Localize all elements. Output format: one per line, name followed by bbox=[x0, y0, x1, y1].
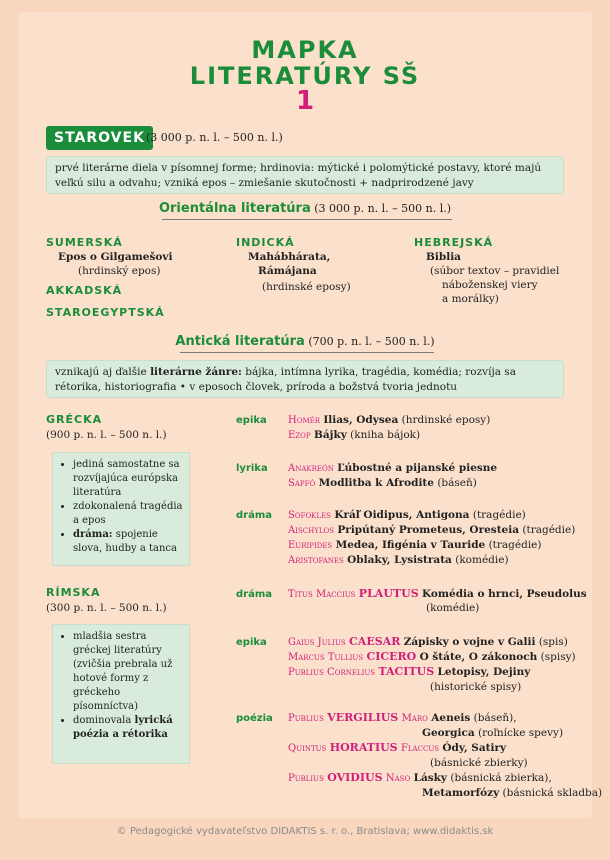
author-name: Aischylos bbox=[288, 525, 335, 536]
grecka-epika-label: epika bbox=[236, 415, 267, 426]
grecka-drama-entry bbox=[288, 553, 509, 568]
author-postname: Naso bbox=[385, 773, 411, 784]
sumerska-work: Epos o Gilgamešovi bbox=[58, 251, 173, 263]
anticka-heading-title: Antická literatúra bbox=[175, 334, 305, 349]
work-title: Zápisky o vojne v Galii bbox=[403, 636, 536, 648]
author-prename: Marcus Tullius bbox=[288, 652, 364, 663]
grecka-bullet-2: • zdokonalená tragédia a epos bbox=[73, 500, 183, 528]
work-note: (kniha bájok) bbox=[350, 429, 421, 441]
rimska-range: (300 p. n. l. – 500 n. l.) bbox=[46, 602, 167, 614]
work-title: Bájky bbox=[313, 429, 347, 441]
grecka-epika-entry bbox=[288, 413, 490, 428]
grecka-bullet-3 bbox=[73, 528, 183, 556]
work-title: Georgica bbox=[422, 727, 475, 739]
section-range-starovek: (3 000 p. n. l. – 500 n. l.) bbox=[146, 131, 283, 144]
author-name: CAESAR bbox=[349, 635, 401, 648]
author-postname: Maro bbox=[401, 713, 428, 724]
rimska-poezia-note: (básnické zbierky) bbox=[430, 757, 528, 769]
hebrejska-heading: HEBREJSKÁ bbox=[414, 236, 494, 249]
work-title: Metamorfózy bbox=[422, 787, 500, 799]
author-name: PLAUTUS bbox=[358, 587, 419, 600]
work-title: Ódy, Satiry bbox=[442, 742, 507, 754]
grecka-epika-entry bbox=[288, 428, 420, 443]
grecka-drama-entry bbox=[288, 508, 526, 523]
author-name: Ezop bbox=[288, 430, 311, 441]
anticka-desc-genres: literárne žánre: bbox=[150, 366, 242, 378]
work-title: Modlitba k Afrodite bbox=[318, 477, 434, 489]
author-name: OVIDIUS bbox=[327, 771, 383, 784]
grecka-bullet-1: • jediná samostatne sa rozvíjajúca európska literatúra bbox=[73, 458, 183, 500]
work-title: Letopisy, Dejiny bbox=[437, 666, 531, 678]
rimska-epika-entry bbox=[288, 665, 530, 680]
rimska-heading: RÍMSKA bbox=[46, 586, 101, 599]
work-note: (komédie) bbox=[455, 554, 509, 566]
hebrejska-work: Biblia bbox=[426, 251, 461, 263]
indicka-heading: INDICKÁ bbox=[236, 236, 295, 249]
rimska-poezia-entry bbox=[288, 771, 552, 786]
author-name: Anakreón bbox=[288, 463, 334, 474]
rimska-poezia-entry-cont bbox=[422, 786, 602, 800]
orient-heading bbox=[0, 201, 610, 216]
work-note: (spisy) bbox=[540, 651, 576, 663]
indicka-work1: Mahábhárata, bbox=[248, 251, 331, 263]
title-line1: MAPKA bbox=[251, 36, 359, 64]
rimska-poezia-entry-cont bbox=[422, 726, 563, 740]
grecka-lyrika-entry bbox=[288, 476, 477, 491]
work-note: (básnická skladba) bbox=[502, 787, 603, 799]
staroegyptska-heading: STAROEGYPTSKÁ bbox=[46, 306, 165, 319]
work-title: Ľúbostné a pijanské piesne bbox=[337, 462, 498, 474]
title-number: 1 bbox=[295, 86, 315, 116]
rimska-bullet-1: • mladšia sestra gréckej literatúry (zvičšia prebrala už hotové formy z gréckeho písomníctva) bbox=[73, 630, 183, 714]
indicka-work2: Rámájana bbox=[258, 265, 317, 277]
grecka-drama-entry bbox=[288, 523, 575, 538]
work-note: (roľnícke spevy) bbox=[478, 727, 564, 739]
author-prename: Gaius Julius bbox=[288, 637, 346, 648]
work-note: (tragédie) bbox=[488, 539, 542, 551]
rimska-bullet-2-b: lyrická poézia a rétorika bbox=[73, 715, 173, 740]
author-name: Sapfó bbox=[288, 478, 316, 489]
author-name: HORATIUS bbox=[329, 741, 398, 754]
orient-heading-title: Orientálna literatúra bbox=[158, 201, 311, 216]
work-title: Aeneis bbox=[431, 712, 471, 724]
work-title: Ilias, Odysea bbox=[323, 414, 399, 426]
grecka-drama-label: dráma bbox=[236, 510, 273, 521]
rimska-epika-label: epika bbox=[236, 637, 267, 648]
grecka-lyrika-entry bbox=[288, 461, 497, 476]
orient-underline bbox=[162, 219, 452, 220]
author-name: Euripides bbox=[288, 540, 333, 551]
work-title: Kráľ Oidipus, Antigona bbox=[334, 509, 470, 521]
work-note: (básnická zbierka), bbox=[450, 772, 552, 784]
orient-heading-range: (3 000 p. n. l. – 500 n. l.) bbox=[314, 202, 452, 215]
author-name: VERGILIUS bbox=[327, 711, 399, 724]
rimska-drama-label: dráma bbox=[236, 589, 273, 600]
author-name: CICERO bbox=[366, 650, 417, 663]
grecka-bullet-3-bold: dráma: bbox=[73, 529, 113, 540]
work-title: Oblaky, Lysistrata bbox=[347, 554, 452, 566]
rimska-epika-entry bbox=[288, 650, 576, 665]
indicka-note: (hrdinské eposy) bbox=[262, 281, 351, 293]
starovek-description: prvé literárne diela v písomnej forme; hrdinovia: mýtické i polomýtické postavy, ktoré majú veľkú silu a odvahu; vzniká epos – zmiešanie skutočnosti + nadprirodzené javy bbox=[46, 156, 564, 194]
author-prename: Publius Cornelius bbox=[288, 667, 376, 678]
anticka-heading bbox=[0, 334, 610, 349]
sumerska-heading: SUMERSKÁ bbox=[46, 236, 123, 249]
author-prename: Publius bbox=[288, 773, 324, 784]
footer-copyright: © Pedagogické vydavateľstvo DIDAKTIS s. r. o., Bratislava; www.didaktis.sk bbox=[116, 826, 494, 837]
akkadska-heading: AKKADSKÁ bbox=[46, 284, 123, 297]
author-name: Aristofanes bbox=[288, 555, 344, 566]
work-title: Pripútaný Prometeus, Oresteia bbox=[337, 524, 520, 536]
title-line2: LITERATÚRY SŠ bbox=[189, 62, 421, 90]
work-title: Lásky bbox=[413, 772, 448, 784]
anticka-description bbox=[46, 360, 564, 398]
rimska-poezia-entry bbox=[288, 741, 506, 756]
author-postname: Flaccus bbox=[400, 743, 440, 754]
rimska-epika-entry bbox=[288, 635, 568, 650]
grecka-drama-entry bbox=[288, 538, 541, 553]
rimska-drama-entry bbox=[288, 587, 587, 602]
section-badge-starovek: STAROVEK bbox=[46, 126, 153, 150]
rimska-drama-note: (komédie) bbox=[426, 602, 480, 614]
author-name: Sofokles bbox=[288, 510, 331, 521]
grecka-range: (900 p. n. l. – 500 n. l.) bbox=[46, 429, 167, 441]
author-name: Homér bbox=[288, 415, 321, 426]
sumerska-note: (hrdinský epos) bbox=[78, 265, 161, 277]
hebrejska-note3: a morálky) bbox=[442, 293, 499, 305]
work-note: (báseň), bbox=[473, 712, 517, 724]
anticka-desc-a: vznikajú aj ďalšie bbox=[55, 366, 147, 378]
work-title: Medea, Ifigénia v Tauride bbox=[335, 539, 486, 551]
rimska-bullet-2-a: dominovala bbox=[73, 715, 132, 726]
grecka-lyrika-label: lyrika bbox=[236, 463, 268, 474]
work-note: (tragédie) bbox=[472, 509, 526, 521]
work-note: (hrdinské eposy) bbox=[401, 414, 491, 426]
work-title: Komédia o hrnci, Pseudolus bbox=[422, 588, 587, 600]
hebrejska-note2: náboženskej viery bbox=[442, 279, 538, 291]
hebrejska-note1: (súbor textov – pravidiel bbox=[430, 265, 560, 277]
anticka-underline bbox=[180, 352, 434, 353]
rimska-bullets bbox=[52, 624, 190, 764]
author-prename: Publius bbox=[288, 713, 324, 724]
grecka-heading: GRÉCKA bbox=[46, 413, 103, 426]
work-note: (tragédie) bbox=[522, 524, 576, 536]
work-note: (báseň) bbox=[437, 477, 477, 489]
rimska-bullet-2 bbox=[73, 714, 183, 742]
rimska-poezia-entry bbox=[288, 711, 517, 726]
author-name: TACITUS bbox=[378, 665, 435, 678]
rimska-epika-note: (historické spisy) bbox=[430, 681, 522, 693]
author-prename: Quintus bbox=[288, 743, 327, 754]
author-prename: Titus Maccius bbox=[288, 589, 356, 600]
work-note: (spis) bbox=[538, 636, 568, 648]
rimska-poezia-label: poézia bbox=[236, 713, 273, 724]
grecka-bullets bbox=[52, 452, 190, 566]
anticka-heading-range: (700 p. n. l. – 500 n. l.) bbox=[308, 335, 435, 348]
work-title: O štáte, O zákonoch bbox=[419, 651, 538, 663]
anticka-desc-c: bájka, intímna lyrika, tragédia, komédia; rozvíja sa rétorika, historiografia • v eposoch človek, príroda a božstvá tvoria jednotu bbox=[55, 366, 516, 393]
grecka-bullet-3-rest: spojenie slova, hudby a tanca bbox=[73, 529, 177, 554]
